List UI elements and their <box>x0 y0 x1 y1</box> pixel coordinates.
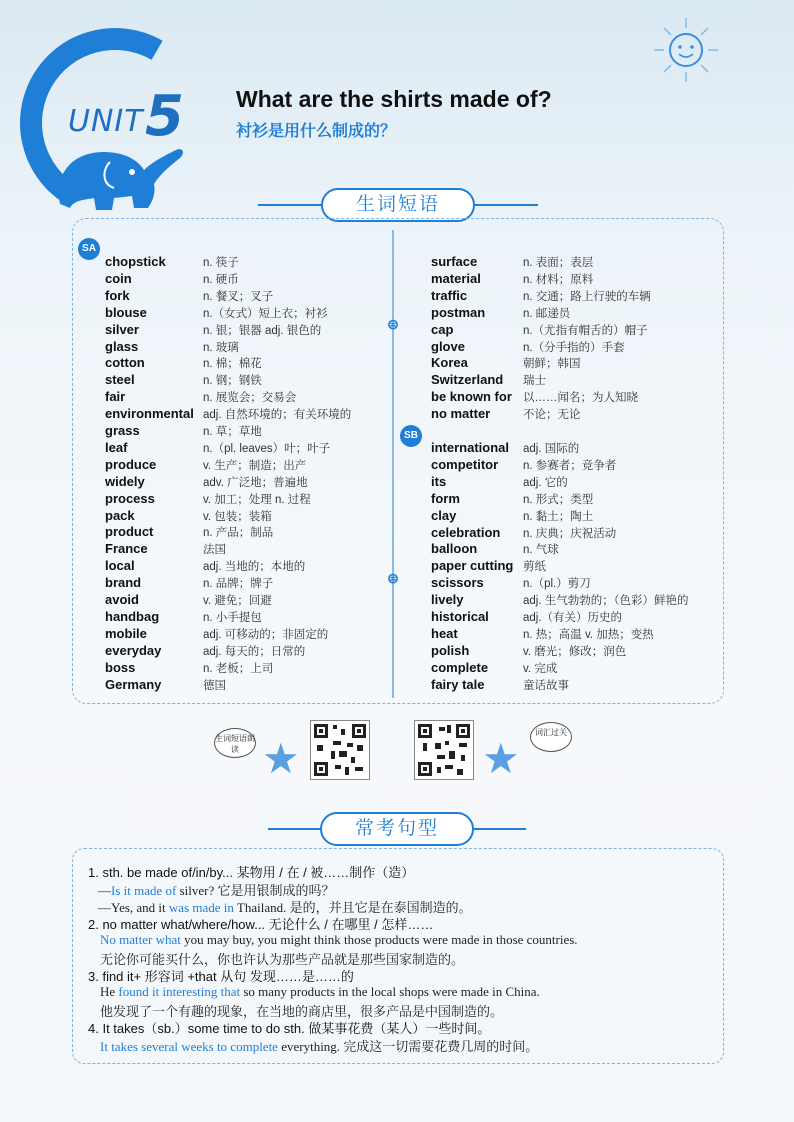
vocab-meaning: n. 热；高温 v. 加热；变热 <box>523 628 654 641</box>
vocab-meaning: 德国 <box>203 679 226 692</box>
vocab-word: fork <box>105 287 130 303</box>
vocab-word: lively <box>431 592 464 608</box>
elephant-icon <box>52 134 192 216</box>
vocab-word: silver <box>105 321 139 337</box>
vocab-word: surface <box>431 254 478 269</box>
vocab-meaning: v. 避免；回避 <box>203 595 272 607</box>
vocab-meaning: adj. 国际的 <box>523 443 580 455</box>
vocab-meaning: n. 小手提包 <box>203 611 262 624</box>
vocab-meaning: adj. 自然环境的；有关环境的 <box>203 409 352 422</box>
vocab-word: historical <box>431 609 489 624</box>
vocab-word: no matter <box>431 406 491 422</box>
vocab-word: scissors <box>431 575 484 591</box>
vocab-word: celebration <box>431 524 501 540</box>
vocab-meaning: n. 品牌；牌子 <box>203 578 274 591</box>
star-mascot-icon: ★ <box>262 735 300 782</box>
pattern-2-heading: 2. no matter what/where/how... 无论什么 / 在哪里 / 怎样…… <box>88 917 434 932</box>
sun-icon <box>640 12 740 92</box>
vocab-meaning: n. 硬币 <box>203 273 239 286</box>
vocab-meaning: 剪纸 <box>523 561 546 574</box>
qr-pattern-icon <box>415 721 473 779</box>
vocab-word: Switzerland <box>431 372 504 388</box>
pattern-2-example-2: 无论你可能买什么，你也许认为那些产品就是那些国家制造的。 <box>100 952 465 967</box>
column-divider <box>392 230 394 698</box>
vocab-meaning: n. 材料；原料 <box>523 273 594 286</box>
vocab-word: avoid <box>105 592 139 607</box>
vocab-meaning: adv. 广泛地；普遍地 <box>203 476 308 489</box>
vocab-meaning: v. 加工；处理 n. 过程 <box>203 493 311 506</box>
vocab-word: its <box>431 473 447 489</box>
vocab-meaning: n. 交通；路上行驶的车辆 <box>523 290 651 303</box>
vocab-word: boss <box>105 659 136 675</box>
vocab-meaning: 童话故事 <box>523 679 569 692</box>
vocab-word: heat <box>431 625 458 641</box>
vocab-meaning: adj. 生气勃勃的；（色彩）鲜艳的 <box>523 595 689 608</box>
vocab-meaning: n. 筷子 <box>203 257 239 269</box>
vocab-word: glass <box>105 338 139 354</box>
vocab-word: competitor <box>431 456 499 472</box>
unit-number: 5 <box>145 84 184 149</box>
vocab-meaning: n. 棉；棉花 <box>203 358 262 371</box>
vocab-meaning: n. 产品；制品 <box>203 527 274 540</box>
vocab-word: international <box>431 440 510 455</box>
vocab-word: cap <box>431 321 454 337</box>
vocab-word: traffic <box>431 287 468 303</box>
right-speech-bubble: 词汇过关 <box>530 722 572 752</box>
pattern-1-example-1: —Is it made of silver? 它是用银制成的吗？ <box>98 883 335 898</box>
vocab-word: form <box>431 490 460 506</box>
vocab-meaning: 朝鲜；韩国 <box>523 358 581 371</box>
section-a-badge: SA <box>78 238 100 260</box>
vocab-meaning: n.（pl. leaves）叶；叶子 <box>203 442 331 455</box>
vocab-meaning: v. 完成 <box>523 662 558 675</box>
vocab-word: clay <box>431 507 457 523</box>
vocab-word: local <box>105 558 135 574</box>
section-b-badge: SB <box>400 425 422 447</box>
vocab-meaning: adj. 每天的；日常的 <box>203 645 306 658</box>
vocab-word: leaf <box>105 439 128 455</box>
vocab-word: be known for <box>431 389 512 405</box>
vocab-word: handbag <box>105 608 160 624</box>
vocab-meaning: n.（分手指的）手套 <box>523 341 625 354</box>
vocab-word: mobile <box>105 625 147 641</box>
pattern-1-example-2: —Yes, and it was made in Thailand. 是的，并且它是在泰国制造的。 <box>98 900 472 915</box>
vocab-meaning: adj. 当地的；本地的 <box>203 561 306 574</box>
left-speech-bubble: 生词短语朗读 <box>214 728 256 758</box>
vocab-meaning: n.（女式）短上衣；衬衫 <box>203 307 328 320</box>
vocab-section-title: 生词短语 <box>321 188 475 222</box>
vocab-meaning: 不论；无论 <box>523 409 581 422</box>
sentence-section-title: 常考句型 <box>320 812 474 846</box>
vocab-meaning: 法国 <box>203 544 226 557</box>
vocab-word: material <box>431 270 481 286</box>
pattern-2-example-1: No matter what you may buy, you might think those products were made in those countries. <box>100 932 578 947</box>
vocab-meaning: n. 表面；表层 <box>523 257 594 269</box>
vocab-word: process <box>105 490 155 506</box>
vocab-word: produce <box>105 456 157 472</box>
vocab-word: everyday <box>105 642 162 658</box>
vocab-section-header <box>258 188 538 222</box>
page-subtitle: 衬衫是用什么制成的？ <box>236 123 397 140</box>
vocab-word: polish <box>431 642 470 658</box>
vocab-meaning: n.（尤指有帽舌的）帽子 <box>523 324 648 337</box>
vocab-word: Germany <box>105 676 162 692</box>
vocab-word: steel <box>105 372 135 388</box>
pattern-3-example-2: 他发现了一个有趣的现象，在当地的商店里，很多产品是中国制造的。 <box>100 1004 504 1019</box>
vocab-word: chopstick <box>105 254 166 269</box>
vocab-meaning: n. 银；银器 adj. 银色的 <box>203 324 322 337</box>
vocab-meaning: n. 草；草地 <box>203 426 262 438</box>
vocab-word: fairy tale <box>431 676 485 692</box>
vocab-meaning: 以……闻名；为人知晓 <box>523 392 638 405</box>
pattern-4-example-1: It takes several weeks to complete everything. 完成这一切需要花费几周的时间。 <box>100 1039 539 1054</box>
vocab-meaning: v. 磨光；修改；润色 <box>523 645 627 658</box>
vocab-meaning: n. 黏土；陶土 <box>523 510 594 523</box>
vocab-word: product <box>105 524 154 540</box>
vocab-word: coin <box>105 270 132 286</box>
qr-code-left[interactable] <box>310 720 370 780</box>
vocab-word: blouse <box>105 304 147 320</box>
vocab-meaning: 瑞士 <box>523 375 546 388</box>
vocab-meaning: n. 邮递员 <box>523 307 571 320</box>
link-icon: ⊜ <box>387 570 399 586</box>
vocab-word: balloon <box>431 541 478 557</box>
vocab-word: widely <box>105 473 145 489</box>
vocab-meaning: n. 玻璃 <box>203 341 239 354</box>
vocab-meaning: n. 展览会；交易会 <box>203 392 297 405</box>
pattern-4-heading: 4. It takes（sb.）some time to do sth. 做某事花费（某人）一些时间。 <box>88 1021 491 1036</box>
vocab-word: cotton <box>105 355 145 371</box>
pattern-1-heading: 1. sth. be made of/in/by... 某物用 / 在 / 被……制作（造） <box>88 865 415 880</box>
vocab-meaning: n. 庆典；庆祝活动 <box>523 527 617 540</box>
pattern-3-example-1: He found it interesting that so many products in the local shops were made in China. <box>100 984 540 999</box>
qr-pattern-icon <box>311 721 369 779</box>
vocab-word: brand <box>105 575 142 591</box>
vocab-word: postman <box>431 304 486 320</box>
vocab-word: Korea <box>431 355 468 371</box>
vocab-meaning: v. 包装；装箱 <box>203 510 272 523</box>
vocab-word: pack <box>105 507 135 523</box>
vocab-word: grass <box>105 423 140 438</box>
vocab-meaning: n. 餐叉；叉子 <box>203 290 274 303</box>
vocab-meaning: adj.（有关）历史的 <box>523 612 623 624</box>
vocab-meaning: adj. 它的 <box>523 476 568 489</box>
pattern-3-heading: 3. find it+ 形容词 +that 从句 发现……是……的 <box>88 969 354 984</box>
vocab-meaning: v. 生产；制造；出产 <box>203 459 307 472</box>
link-icon: ⊜ <box>387 316 399 332</box>
vocab-meaning: n. 参赛者；竞争者 <box>523 459 617 472</box>
vocab-meaning: n. 气球 <box>523 544 559 557</box>
page-title: What are the shirts made of? <box>236 86 552 112</box>
vocab-word: complete <box>431 659 489 675</box>
vocab-word: fair <box>105 389 126 405</box>
vocab-word: environmental <box>105 406 194 422</box>
vocab-word: France <box>105 541 148 557</box>
unit-label: UNIT <box>68 104 144 139</box>
vocab-meaning: n. 老板；上司 <box>203 662 274 675</box>
star-mascot-icon: ★ <box>482 735 520 782</box>
vocab-word: glove <box>431 338 465 354</box>
vocab-meaning: n. 钢；钢铁 <box>203 375 262 388</box>
qr-code-right[interactable] <box>414 720 474 780</box>
sentence-section-header <box>268 812 526 846</box>
vocab-word: paper cutting <box>431 558 514 574</box>
vocab-meaning: adj. 可移动的；非固定的 <box>203 628 329 641</box>
vocab-meaning: n.（pl.）剪刀 <box>523 578 591 591</box>
vocab-meaning: n. 形式；类型 <box>523 493 594 506</box>
